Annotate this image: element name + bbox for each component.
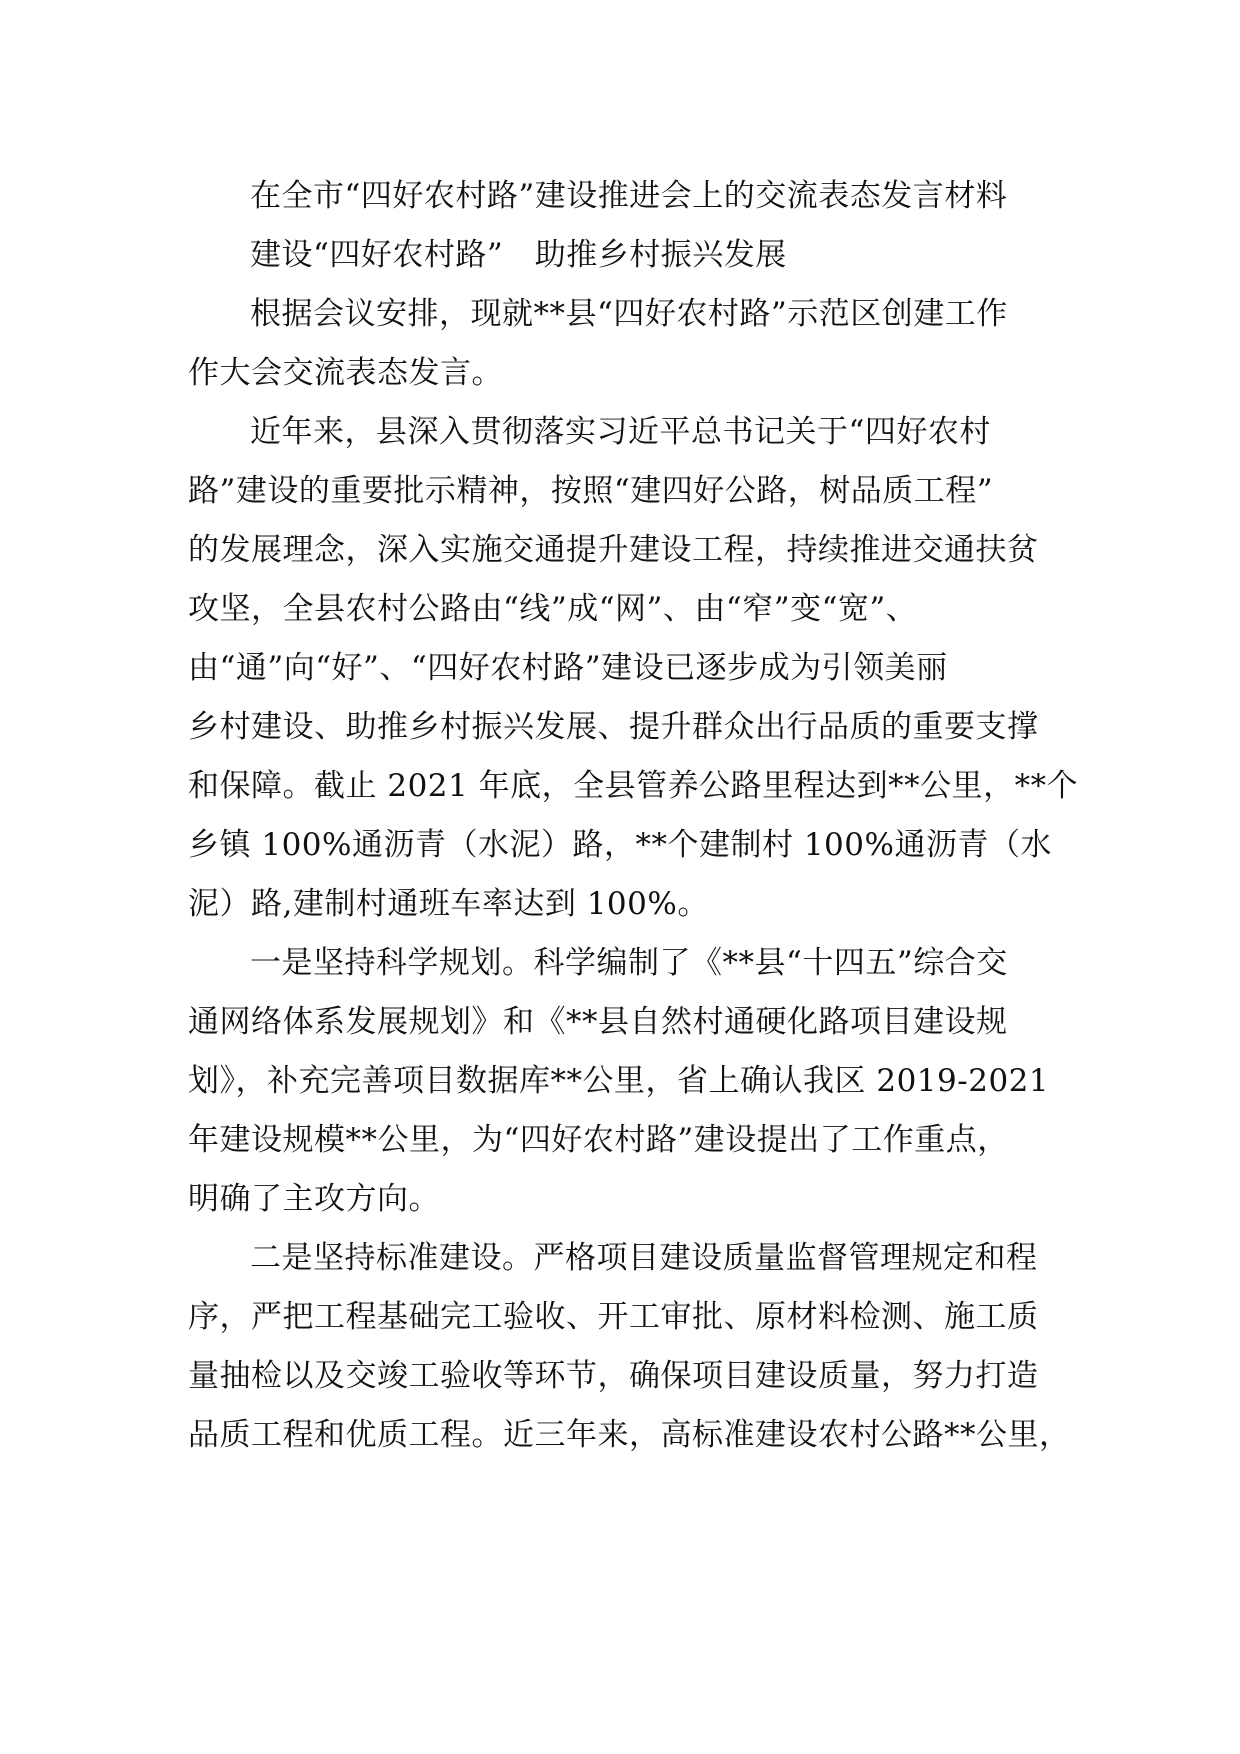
- paragraph-line: 作大会交流表态发言。: [188, 355, 503, 391]
- paragraph-line: 由“通”向“好”、“四好农村路”建设已逐步成为引领美丽: [188, 650, 948, 686]
- document-title: 在全市“四好农村路”建设推进会上的交流表态发言材料: [250, 178, 1008, 214]
- paragraph-line: 品质工程和优质工程。近三年来，高标准建设农村公路**公里，: [188, 1417, 1071, 1453]
- paragraph-line: 二是坚持标准建设。严格项目建设质量监督管理规定和程: [250, 1240, 1038, 1276]
- paragraph-line: 一是坚持科学规划。科学编制了《**县“十四五”综合交: [250, 945, 1008, 981]
- document-subtitle: 建设“四好农村路” 助推乡村振兴发展: [250, 237, 787, 273]
- paragraph-line: 乡镇 100%通沥青（水泥）路，**个建制村 100%通沥青（水: [188, 827, 1052, 863]
- paragraph-line: 攻坚，全县农村公路由“线”成“网”、由“窄”变“宽”、: [188, 591, 918, 627]
- paragraph-line: 明确了主攻方向。: [188, 1181, 440, 1217]
- paragraph-line: 近年来，县深入贯彻落实习近平总书记关于“四好农村: [250, 414, 991, 450]
- paragraph-line: 年建设规模**公里，为“四好农村路”建设提出了工作重点，: [188, 1122, 1009, 1158]
- paragraph-line: 的发展理念，深入实施交通提升建设工程，持续推进交通扶贫: [188, 532, 1039, 568]
- paragraph-line: 序，严把工程基础完工验收、开工审批、原材料检测、施工质: [188, 1299, 1039, 1335]
- paragraph-line: 路”建设的重要批示精神，按照“建四好公路，树品质工程”: [188, 473, 994, 509]
- paragraph-line: 通网络体系发展规划》和《**县自然村通硬化路项目建设规: [188, 1004, 1008, 1040]
- paragraph-line: 划》，补充完善项目数据库**公里，省上确认我区 2019-2021: [188, 1063, 1050, 1099]
- paragraph-line: 泥）路,建制村通班车率达到 100%。: [188, 886, 709, 922]
- paragraph-line: 量抽检以及交竣工验收等环节，确保项目建设质量，努力打造: [188, 1358, 1039, 1394]
- paragraph-line: 和保障。截止 2021 年底，全县管养公路里程达到**公里，**个: [188, 768, 1079, 804]
- paragraph-line: 乡村建设、助推乡村振兴发展、提升群众出行品质的重要支撑: [188, 709, 1039, 745]
- paragraph-line: 根据会议安排，现就**县“四好农村路”示范区创建工作: [250, 296, 1008, 332]
